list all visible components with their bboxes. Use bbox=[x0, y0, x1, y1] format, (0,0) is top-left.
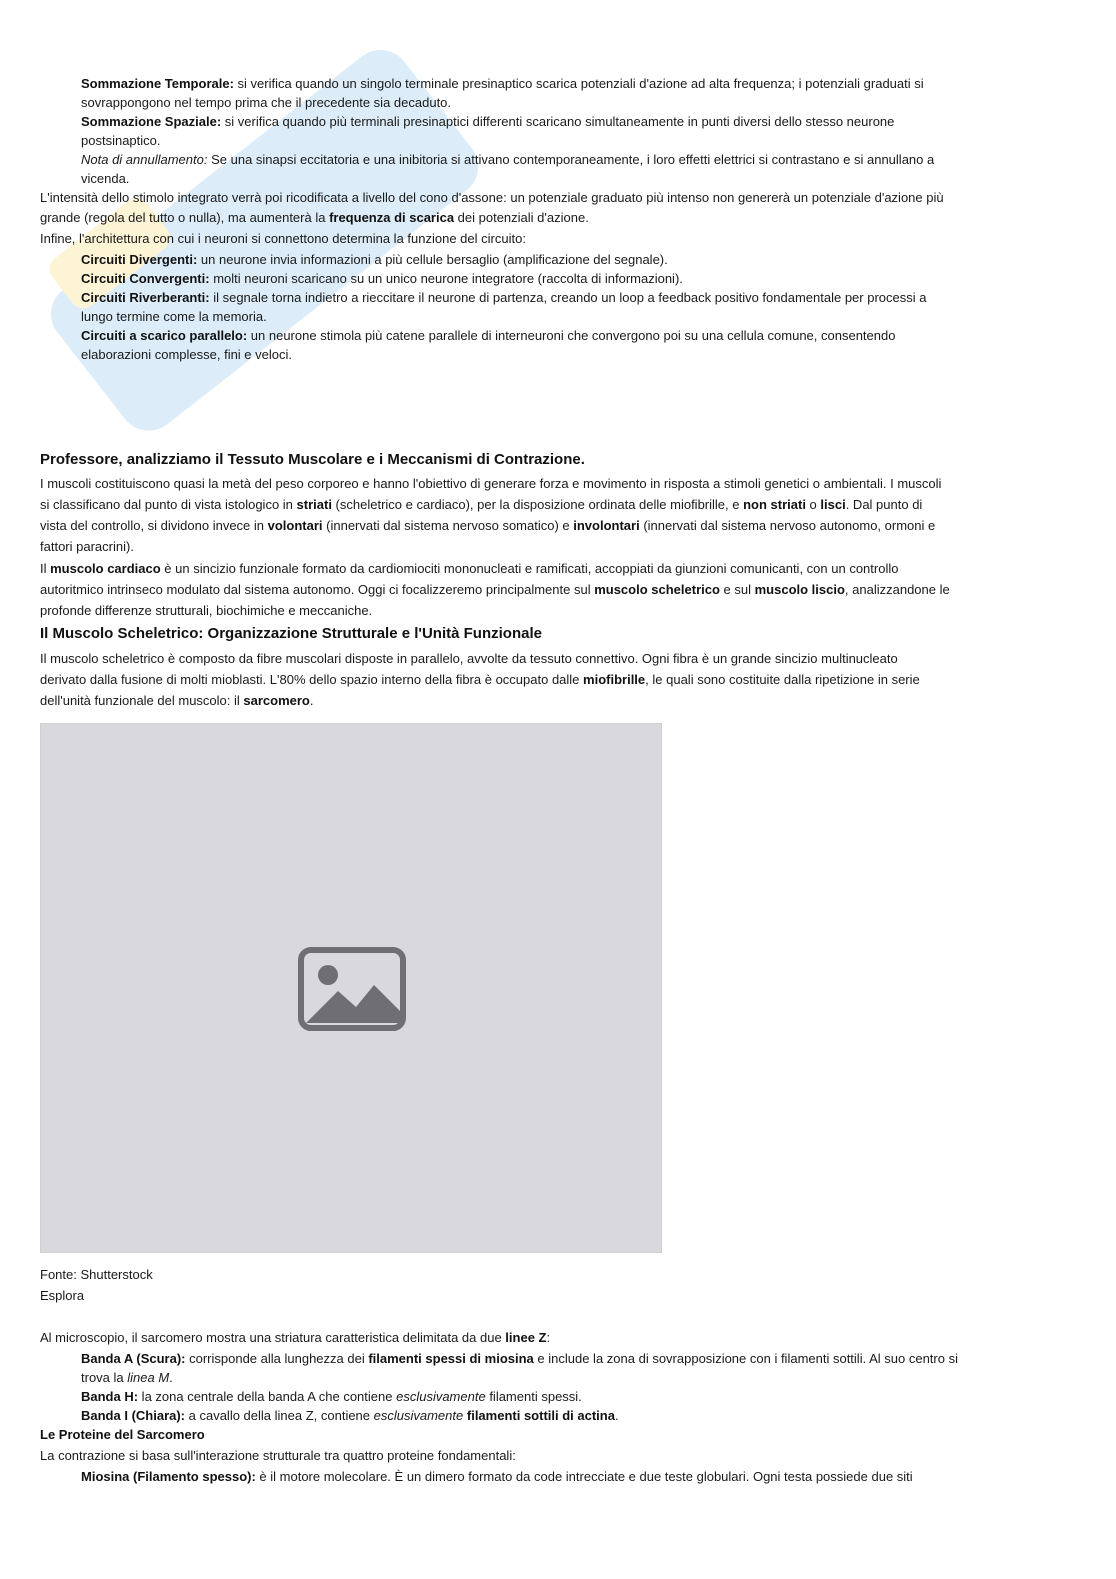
text-line: Il muscolo scheletrico è composto da fibre muscolari disposte in parallelo, avvolte da tessuto connettivo. Ogni fibra è un grande sincizio multinucleato bbox=[40, 651, 898, 666]
text-line: Al microscopio, il sarcomero mostra una striatura caratteristica delimitata da due linee Z: bbox=[40, 1330, 551, 1345]
text-line: I muscoli costituiscono quasi la metà del peso corporeo e hanno l'obiettivo di generare forza e movimento in risposta a stimoli genetici o ambientali. I muscoli bbox=[40, 476, 942, 491]
text-line: La contrazione si basa sull'interazione strutturale tra quattro proteine fondamentali: bbox=[40, 1448, 516, 1463]
circuiti-riverberanti: Circuiti Riverberanti: il segnale torna indietro a rieccitare il neurone di partenza, creando un loop a feedback positivo fondamentale per processi a bbox=[81, 290, 927, 305]
banda-h: Banda H: la zona centrale della banda A che contiene esclusivamente filamenti spessi. bbox=[81, 1389, 582, 1404]
text-line: postsinaptico. bbox=[81, 133, 161, 148]
text-line: derivato dalla fusione di molti mioblasti. L'80% dello spazio interno della fibra è occupato dalle miofibrille, le quali sono costituite dalla ripetizione in serie bbox=[40, 672, 920, 687]
nota-annullamento: Nota di annullamento: Se una sinapsi eccitatoria e una inibitoria si attivano contemporaneamente, i loro effetti elettrici si contrastano e si annullano a bbox=[81, 152, 935, 167]
text-line: si classificano dal punto di vista istologico in striati (scheletrico e cardiaco), per la disposizione ordinata delle miofibrille, e non striati o lisci. Dal punto di bbox=[40, 497, 923, 512]
section-heading: Professore, analizziamo il Tessuto Muscolare e i Meccanismi di Contrazione. bbox=[40, 451, 585, 468]
text-line: lungo termine come la memoria. bbox=[81, 309, 267, 324]
subheading: Le Proteine del Sarcomero bbox=[40, 1427, 205, 1442]
image-icon bbox=[298, 947, 406, 1031]
text-line: trova la linea M. bbox=[81, 1370, 173, 1385]
text-line: vicenda. bbox=[81, 171, 130, 186]
miosina: Miosina (Filamento spesso): è il motore molecolare. È un dimero formato da code intrecciate e due teste globulari. Ogni testa possiede due siti bbox=[81, 1469, 913, 1484]
banda-a: Banda A (Scura): corrisponde alla lunghezza dei filamenti spessi di miosina e include la zona di sovrapposizione con i filamenti sottili. Al suo centro si bbox=[81, 1351, 958, 1366]
text-line: vista del controllo, si dividono invece in volontari (innervati dal sistema nervoso somatico) e involontari (innervati dal sistema nervoso autonomo, ormoni e bbox=[40, 518, 936, 533]
image-caption: Fonte: Shutterstock bbox=[40, 1267, 153, 1282]
text-line: fattori paracrini). bbox=[40, 539, 134, 554]
circuiti-parallelo: Circuiti a scarico parallelo: un neurone stimola più catene parallele di interneuroni che convergono poi su una cellula comune, consentendo bbox=[81, 328, 896, 343]
text-line: grande (regola del tutto o nulla), ma aumenterà la frequenza di scarica dei potenziali d'azione. bbox=[40, 210, 589, 225]
text-line: sovrappongono nel tempo prima che il precedente sia decaduto. bbox=[81, 95, 452, 110]
text-line: profonde differenze strutturali, biochimiche e meccaniche. bbox=[40, 603, 373, 618]
text-line: dell'unità funzionale del muscolo: il sarcomero. bbox=[40, 693, 314, 708]
sommazione-temporale: Sommazione Temporale: si verifica quando un singolo terminale presinaptico scarica potenziali d'azione ad alta frequenza; i potenziali graduati si bbox=[81, 76, 924, 91]
text-line: elaborazioni complesse, fini e veloci. bbox=[81, 347, 292, 362]
explore-link[interactable]: Esplora bbox=[40, 1288, 85, 1303]
circuiti-divergenti: Circuiti Divergenti: un neurone invia informazioni a più cellule bersaglio (amplificazione del segnale). bbox=[81, 252, 668, 267]
text-line: autoritmico intrinseco modulato dal sistema autonomo. Oggi ci focalizzeremo principalmente sul muscolo scheletrico e sul muscolo liscio, analizzandone le bbox=[40, 582, 950, 597]
banda-i: Banda I (Chiara): a cavallo della linea Z, contiene esclusivamente filamenti sottili di actina. bbox=[81, 1408, 619, 1423]
text-line: Infine, l'architettura con cui i neuroni si connettono determina la funzione del circuito: bbox=[40, 231, 526, 246]
image-placeholder bbox=[40, 723, 662, 1253]
sommazione-spaziale: Sommazione Spaziale: si verifica quando più terminali presinaptici differenti scaricano simultaneamente in punti diversi dello stesso neurone bbox=[81, 114, 895, 129]
circuiti-convergenti: Circuiti Convergenti: molti neuroni scaricano su un unico neurone integratore (raccolta di informazioni). bbox=[81, 271, 683, 286]
text-line: L'intensità dello stimolo integrato verrà poi ricodificata a livello del cono d'assone: un potenziale graduato più intenso non genererà un potenziale d'azione più bbox=[40, 190, 944, 205]
section-heading: Il Muscolo Scheletrico: Organizzazione Strutturale e l'Unità Funzionale bbox=[40, 625, 542, 642]
text-line: Il muscolo cardiaco è un sincizio funzionale formato da cardiomiociti mononucleati e ramificati, accoppiati da giunzioni comunicanti, con un controllo bbox=[40, 561, 899, 576]
